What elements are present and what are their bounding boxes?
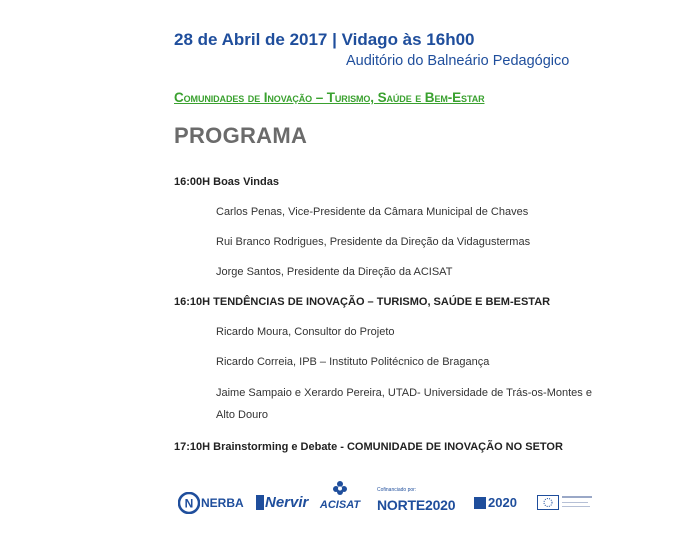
speaker-item: Jaime Sampaio e Xerardo Pereira, UTAD- Universidade de Trás-os-Montes e Alto Douro [216, 387, 592, 421]
portugal2020-wordmark: 2020 [488, 495, 517, 510]
session-trends-title: 16:10H TENDÊNCIAS DE INOVAÇÃO – TURISMO, SAÚDE E BEM-ESTAR [174, 296, 551, 308]
nervir-mark-icon [256, 495, 264, 510]
svg-text:N: N [184, 496, 194, 511]
session-welcome-title: 16:00H Boas Vindas [174, 176, 279, 188]
event-date-line: 28 de Abril de 2017 | Vidago às 16h00 [174, 30, 475, 49]
acisat-wordmark: ACISAT [319, 499, 361, 511]
speaker-item: Jorge Santos, Presidente da Direção da ACISAT [216, 266, 453, 278]
nerba-wordmark: NERBA [201, 496, 244, 510]
acisat-flower-icon [332, 480, 348, 496]
session-brainstorming-title: 17:10H Brainstorming e Debate - COMUNIDADE DE INOVAÇÃO NO SETOR [174, 441, 563, 453]
norte2020-logo: NORTE2020 [377, 497, 456, 513]
speaker-item: Carlos Penas, Vice-Presidente da Câmara Municipal de Chaves [216, 206, 529, 218]
nervir-logo [256, 494, 308, 511]
portugal2020-logo [474, 495, 517, 510]
eu-text-line [562, 502, 588, 503]
nerba-logo [178, 492, 244, 514]
speaker-item: Rui Branco Rodrigues, Presidente da Direção da Vidagustermas [216, 236, 531, 248]
speaker-item: Ricardo Correia, IPB – Instituto Politécnico de Bragança [216, 356, 490, 368]
program-heading: PROGRAMA [174, 123, 308, 148]
community-title: Comunidades de Inovação – Turismo, Saúde e Bem-Estar [174, 90, 485, 105]
nervir-wordmark: Nervir [265, 494, 309, 511]
eu-stars-icon [538, 496, 558, 509]
eu-text-line [562, 496, 592, 498]
nerba-emblem-icon [178, 492, 200, 514]
speaker-item: Ricardo Moura, Consultor do Projeto [216, 326, 395, 338]
cofinanced-caption: Cofinanciado por: [377, 487, 417, 493]
eu-flag-icon [537, 495, 559, 510]
portugal2020-mark-icon [474, 497, 486, 509]
eu-text-line [562, 506, 590, 507]
acisat-logo [314, 480, 366, 511]
event-venue: Auditório do Balneário Pedagógico [346, 53, 570, 69]
